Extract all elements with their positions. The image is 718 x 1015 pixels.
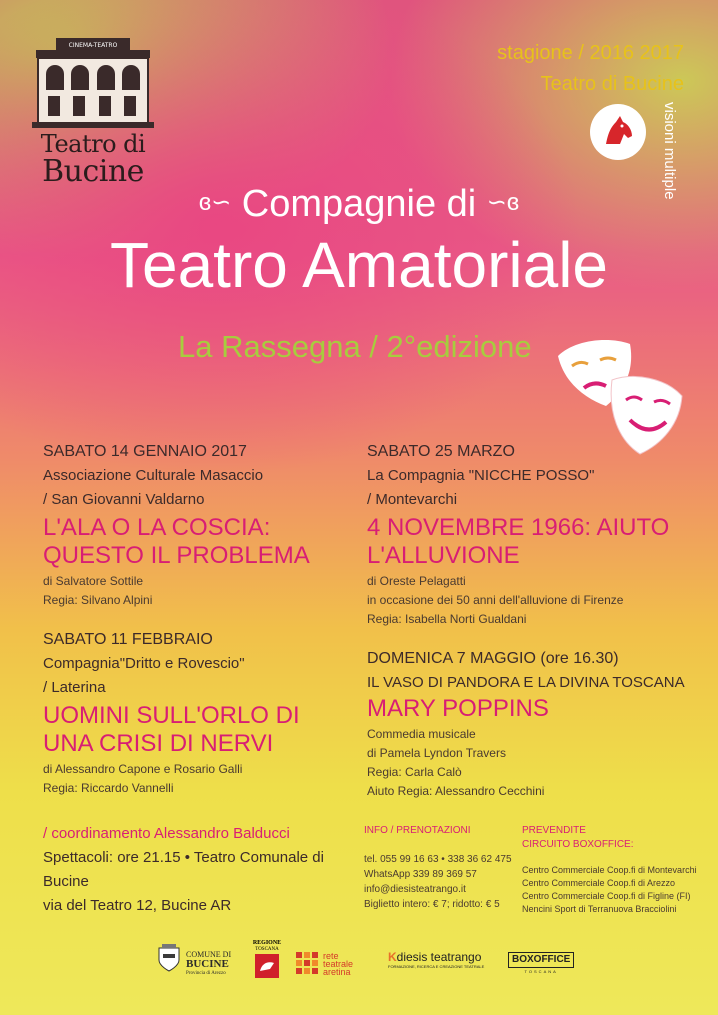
info-phone: tel. 055 99 16 63 • 338 36 62 475 [364, 854, 512, 865]
event-director: Regia: Isabella Norti Gualdani [367, 612, 527, 626]
season-venue: Teatro di Bucine [540, 73, 684, 95]
regione-toscana-logo [250, 940, 284, 984]
logo-sign: CINEMA-TEATRO [68, 42, 118, 49]
event-1 [43, 440, 353, 610]
rete-word-2: teatrale [323, 959, 354, 969]
regione-label: REGIONE [252, 940, 282, 946]
comune-label: COMUNE DI [186, 950, 232, 959]
event-place: / Laterina [43, 679, 106, 696]
event-date: DOMENICA 7 MAGGIO (ore 16.30) [367, 650, 619, 667]
info-title: INFO / PRENOTAZIONI [364, 825, 471, 836]
comune-province: Provincia di Arezzo [186, 971, 226, 976]
presale-point: Centro Commerciale Coop.fi di Arezzo [522, 878, 676, 888]
event-company: Associazione Culturale Masaccio [43, 467, 264, 484]
comune-name: BUCINE [186, 958, 229, 970]
boxoffice-subtitle: TOSCANA [524, 969, 558, 974]
diesis-teatrango-logo [388, 950, 484, 970]
comune-bucine-logo [186, 950, 231, 977]
vertical-tagline-text: visioni multiple [661, 102, 678, 200]
diesis-subtitle: FORMAZIONE, RICERCA E CREAZIONE TEATRALE [388, 964, 485, 969]
event-company: La Compagnia "NICCHE POSSO" [367, 467, 595, 484]
diesis-name: diesis teatrango [396, 950, 482, 964]
event-genre: Commedia musicale [367, 727, 476, 741]
regione-toscana-flag-icon [254, 953, 280, 979]
comune-bucine-crest-icon [158, 944, 180, 976]
presale-point: Nencini Sport di Terranuova Bracciolini [522, 904, 677, 914]
event-date: SABATO 11 FEBBRAIO [43, 631, 213, 648]
event-place: / Montevarchi [367, 491, 458, 508]
event-company: IL VASO DI PANDORA E LA DIVINA TOSCANA [367, 674, 685, 691]
footer-info [364, 824, 524, 912]
event-author: di Alessandro Capone e Rosario Galli [43, 762, 243, 776]
event-2 [43, 628, 353, 798]
event-director: Regia: Silvano Alpini [43, 593, 153, 607]
event-author: di Salvatore Sottile [43, 574, 144, 588]
rete-teatrale-aretina-logo [296, 952, 353, 976]
regione-name: TOSCANA [255, 947, 279, 952]
heading-main-title: Teatro Amatoriale [109, 229, 609, 301]
ornament-right-icon: ∽ɞ [486, 189, 520, 216]
footer-presale [522, 824, 702, 916]
event-author: di Oreste Pelagatti [367, 574, 466, 588]
heading-edition: La Rassegna / 2°edizione [178, 329, 532, 364]
heading-compagnie [0, 178, 718, 229]
event-place: / San Giovanni Valdarno [43, 491, 205, 508]
event-director: Regia: Carla Calò [367, 765, 462, 779]
heading-line1: Compagnie di [241, 183, 477, 225]
theatre-building-icon [32, 38, 154, 130]
presale-subtitle: CIRCUITO BOXOFFICE: [522, 839, 634, 850]
footer-left [43, 822, 363, 918]
event-occasion: in occasione dei 50 anni dell'alluvione di Firenze [367, 593, 624, 607]
event-date: SABATO 25 MARZO [367, 443, 515, 460]
event-3 [367, 440, 687, 629]
logo-title-line1: Teatro di [40, 130, 146, 158]
info-whatsapp: WhatsApp 339 89 369 57 [364, 869, 477, 880]
event-author: di Pamela Lyndon Travers [367, 746, 506, 760]
event-title: L'ALA O LA COSCIA: QUESTO IL PROBLEMA [43, 514, 310, 569]
event-title: MARY POPPINS [367, 695, 549, 722]
diesis-k-icon: K [388, 950, 397, 964]
event-company: Compagnia"Dritto e Rovescio" [43, 655, 245, 672]
coordination-text: / coordinamento Alessandro Balducci [43, 825, 290, 842]
rete-word-3: aretina [323, 967, 351, 977]
sponsors-bar [150, 940, 570, 984]
event-title: 4 NOVEMBRE 1966: AIUTO L'ALLUVIONE [367, 514, 670, 569]
rete-word-1: rete [323, 951, 339, 961]
logo-title-line2: Bucine [42, 154, 144, 189]
presale-point: Centro Commerciale Coop.fi di Figline (FI) [522, 891, 691, 901]
event-4 [367, 647, 697, 801]
address-text: via del Teatro 12, Bucine AR [43, 897, 232, 914]
info-tickets: Biglietto intero: € 7; ridotto: € 5 [364, 899, 500, 910]
info-email: info@diesisteatrango.it [364, 884, 466, 895]
event-title: UOMINI SULL'ORLO DI UNA CRISI DI NERVI [43, 702, 300, 757]
ornament-left-icon: ɞ∽ [198, 189, 232, 216]
shows-text: Spettacoli: ore 21.15 • Teatro Comunale di Bucine [43, 849, 324, 890]
boxoffice-logo [508, 952, 574, 975]
season-years: stagione / 2016 2017 [497, 42, 684, 64]
event-assistant-director: Aiuto Regia: Alessandro Cecchini [367, 784, 545, 798]
boxoffice-name: BOXOFFICE [508, 952, 574, 968]
event-director: Regia: Riccardo Vannelli [43, 781, 174, 795]
presale-point: Centro Commerciale Coop.fi di Montevarchi [522, 865, 697, 875]
event-date: SABATO 14 GENNAIO 2017 [43, 443, 247, 460]
teatro-bucine-logo [32, 38, 154, 189]
season-block [497, 38, 684, 100]
horse-head-icon [590, 104, 646, 160]
rete-grid-icon [296, 952, 320, 976]
presale-title: PREVENDITE [522, 825, 586, 836]
